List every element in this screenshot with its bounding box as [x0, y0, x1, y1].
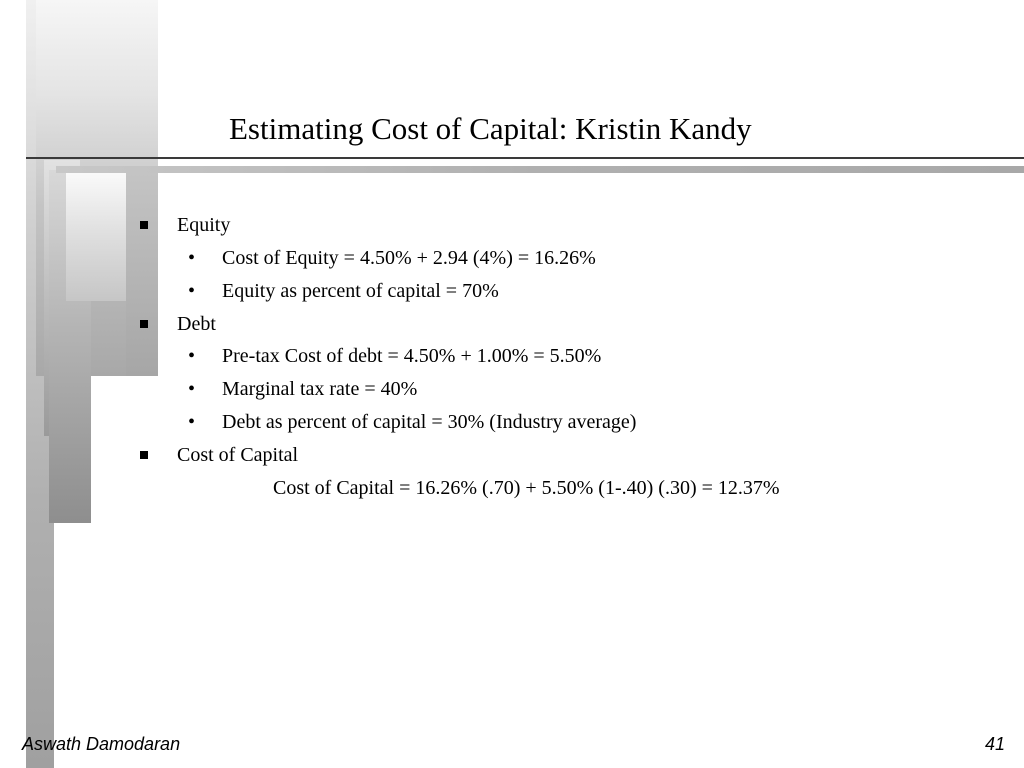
title-underline-bar: [56, 166, 1024, 173]
title-divider: [26, 157, 1024, 159]
section-heading-cost-of-capital: Cost of Capital: [177, 444, 299, 466]
pretax-debt-cost-item: Pre-tax Cost of debt = 4.50% + 1.00% = 5.50%: [222, 345, 602, 367]
section-heading-equity: Equity: [177, 214, 231, 236]
debt-weight-item: Debt as percent of capital = 30% (Industry average): [222, 411, 637, 433]
footer-author: Aswath Damodaran: [22, 734, 181, 754]
dot-bullet-icon: •: [188, 411, 196, 433]
section-heading-debt: Debt: [177, 313, 216, 335]
tax-rate-item: Marginal tax rate = 40%: [222, 378, 418, 400]
square-bullet-icon: [140, 221, 148, 229]
page-number: 41: [984, 734, 1005, 754]
dot-bullet-icon: •: [188, 345, 196, 367]
cost-of-capital-formula: Cost of Capital = 16.26% (.70) + 5.50% (1-.40) (.30) = 12.37%: [273, 477, 780, 499]
dot-bullet-icon: •: [188, 280, 196, 302]
slide-title: Estimating Cost of Capital: Kristin Kandy: [229, 111, 752, 146]
equity-weight-item: Equity as percent of capital = 70%: [222, 280, 499, 302]
dot-bullet-icon: •: [188, 378, 196, 400]
dot-bullet-icon: •: [188, 247, 196, 269]
square-bullet-icon: [140, 451, 148, 459]
square-bullet-icon: [140, 320, 148, 328]
decorative-bar: [126, 172, 158, 376]
decorative-bar: [66, 172, 126, 301]
equity-cost-item: Cost of Equity = 4.50% + 2.94 (4%) = 16.26%: [222, 247, 596, 269]
